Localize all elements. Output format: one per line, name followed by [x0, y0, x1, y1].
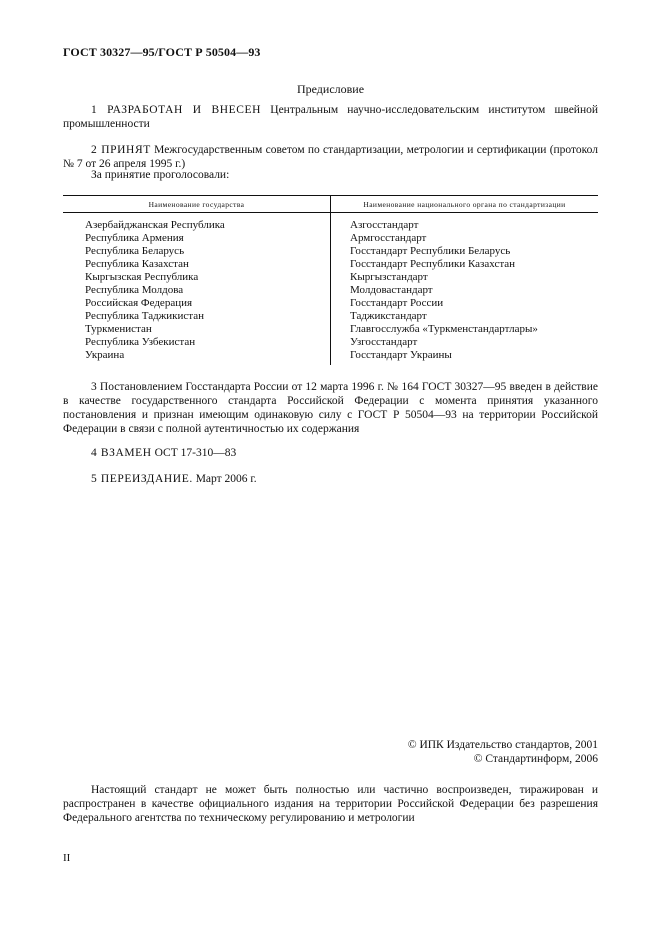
body-row: Госстандарт Украины [350, 349, 452, 361]
document-header: ГОСТ 30327—95/ГОСТ Р 50504—93 [63, 45, 261, 59]
reproduction-notice: Настоящий стандарт не может быть полностью или частично воспроизведен, тиражирован и распространен в качестве официального издания на территории Российской Федерации без разрешения Федерального агентства по техническому регулированию и метрологии [63, 784, 598, 824]
item-1-lead: 1 РАЗРАБОТАН И ВНЕСЕН [91, 104, 262, 116]
bodies-column [350, 219, 538, 362]
state-row: Республика Таджикистан [85, 310, 204, 322]
body-row: Госстандарт России [350, 297, 444, 309]
state-row: Республика Казахстан [85, 258, 189, 270]
body-row: Главгосслужба «Туркменстандартлары» [350, 323, 538, 335]
body-row: Госстандарт Республики Казахстан [350, 258, 516, 270]
item-5-lead: 5 ПЕРЕИЗДАНИЕ. [91, 473, 193, 485]
states-column [85, 219, 225, 362]
body-row: Азгосстандарт [350, 219, 419, 231]
body-row: Таджикстандарт [350, 310, 427, 322]
state-row: Туркменистан [85, 323, 152, 335]
item-2-lead: 2 ПРИНЯТ [91, 144, 151, 156]
body-row: Узгосстандарт [350, 336, 418, 348]
state-row: Республика Узбекистан [85, 336, 196, 348]
page-number: II [63, 852, 71, 864]
state-row: Республика Молдова [85, 284, 184, 296]
table-header-state: Наименование государства [148, 200, 245, 209]
item-2-text: Межгосударственным советом по стандартизации, метрологии и сертификации (протокол № 7 от 26 апреля 1995 г.) [63, 144, 598, 170]
body-row: Кыргызстандарт [350, 271, 428, 283]
table-column-divider [330, 195, 331, 365]
item-4-text: ОСТ 17-310—83 [154, 447, 237, 459]
voting-table [63, 195, 598, 365]
body-row: Армгосстандарт [350, 232, 427, 244]
table-header-body: Наименование национального органа по стандартизации [363, 200, 566, 209]
body-row: Госстандарт Республики Беларусь [350, 245, 511, 257]
item-4-lead: 4 ВЗАМЕН [91, 447, 152, 459]
state-row: Российская Федерация [85, 297, 193, 309]
preface-item-5 [63, 472, 598, 486]
preface-item-3: 3 Постановлением Госстандарта России от 12 марта 1996 г. № 164 ГОСТ 30327—95 введен в действие в качестве государственного стандарта Российской Федерации с момента принятия указанного постановления и признан имеющим одинаковую силу с ГОСТ Р 50504—93 на территории Российской Федерации в связи с полной аутентичностью их содержания [63, 381, 598, 435]
state-row: Украина [85, 349, 125, 361]
body-row: Молдовастандарт [350, 284, 433, 296]
item-5-text: Март 2006 г. [195, 473, 257, 485]
copyright-block [408, 738, 598, 766]
preface-title: Предисловие [296, 82, 365, 96]
state-row: Кыргызская Республика [85, 271, 199, 283]
preface-item-2 [63, 143, 598, 171]
copyright-line-1: © ИПК Издательство стандартов, 2001 [407, 739, 598, 751]
copyright-line-2: © Стандартинформ, 2006 [473, 753, 598, 765]
preface-item-1 [63, 103, 598, 131]
voted-label: За принятие проголосовали: [91, 169, 230, 181]
preface-item-4 [63, 446, 598, 460]
state-row: Азербайджанская Республика [85, 219, 225, 231]
item-1-text: Центральным научно-исследовательским институтом швейной промышленности [63, 104, 599, 130]
state-row: Республика Беларусь [85, 245, 185, 257]
state-row: Республика Армения [85, 232, 184, 244]
